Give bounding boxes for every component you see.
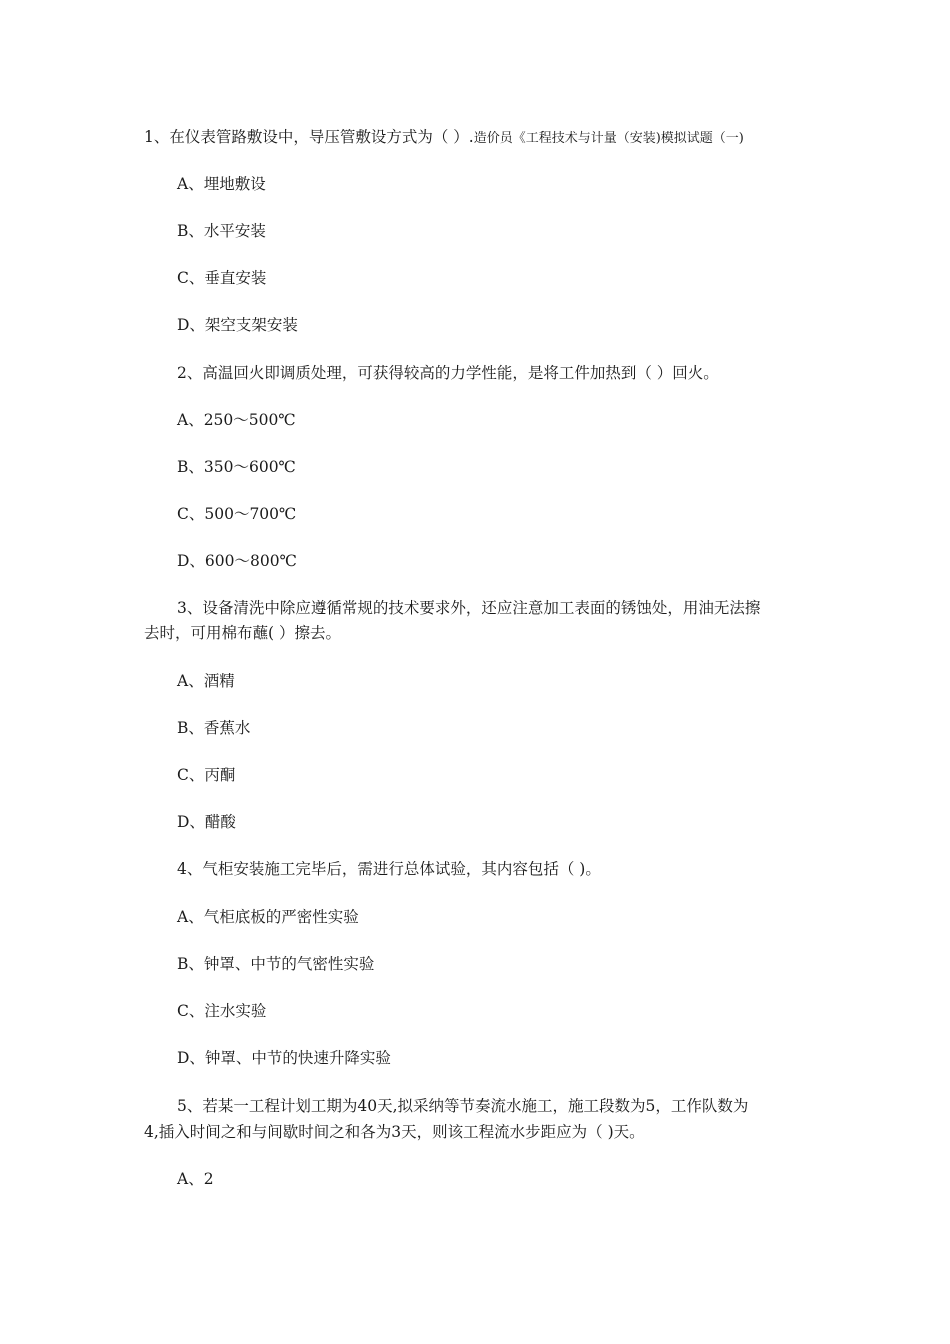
question-4-option-a: A、气柜底板的严密性实验 — [177, 908, 359, 926]
question-5-stem-line-2: 4,插入时间之和与间歇时间之和各为3天，则该工程流水步距应为（ )天。 — [144, 1123, 645, 1141]
question-2-stem: 2、高温回火即调质处理，可获得较高的力学性能，是将工件加热到（ ）回火。 — [177, 364, 719, 382]
question-1-option-d: D、架空支架安装 — [177, 316, 298, 334]
question-3-option-b: B、香蕉水 — [177, 719, 251, 737]
question-2-option-d: D、600～800℃ — [177, 552, 297, 570]
question-4-option-c: C、注水实验 — [177, 1002, 267, 1020]
question-1-stem — [144, 124, 744, 152]
question-3-stem-line-1: 3、设备清洗中除应遵循常规的技术要求外，还应注意加工表面的锈蚀处，用油无法擦 — [177, 599, 761, 617]
question-2-option-b: B、350～600℃ — [177, 458, 296, 476]
question-5-stem-line-1: 5、若某一工程计划工期为40天,拟采纳等节奏流水施工，施工段数为5，工作队数为 — [177, 1097, 749, 1115]
question-4-option-b: B、钟罩、中节的气密性实验 — [177, 955, 375, 973]
question-3-option-c: C、丙酮 — [177, 766, 236, 784]
question-1-text: 1、在仪表管路敷设中，导压管敷设方式为（ ）. — [144, 128, 474, 146]
question-4-option-d: D、钟罩、中节的快速升降实验 — [177, 1049, 391, 1067]
question-3-option-d: D、醋酸 — [177, 813, 236, 831]
question-1-option-a: A、埋地敷设 — [177, 175, 266, 193]
question-1-source: 造价员《工程技术与计量（安装)模拟试题（一) — [473, 131, 744, 146]
question-1-option-b: B、水平安装 — [177, 222, 266, 240]
question-5-option-a: A、2 — [177, 1170, 214, 1188]
question-1-option-c: C、垂直安装 — [177, 269, 267, 287]
question-3-stem-line-2: 去时，可用棉布蘸( ）擦去。 — [144, 624, 341, 642]
question-2-option-c: C、500～700℃ — [177, 505, 297, 523]
question-3-option-a: A、酒精 — [177, 672, 235, 690]
question-4-stem: 4、气柜安装施工完毕后，需进行总体试验，其内容包括（ )。 — [177, 860, 601, 878]
question-2-option-a: A、250～500℃ — [177, 411, 296, 429]
